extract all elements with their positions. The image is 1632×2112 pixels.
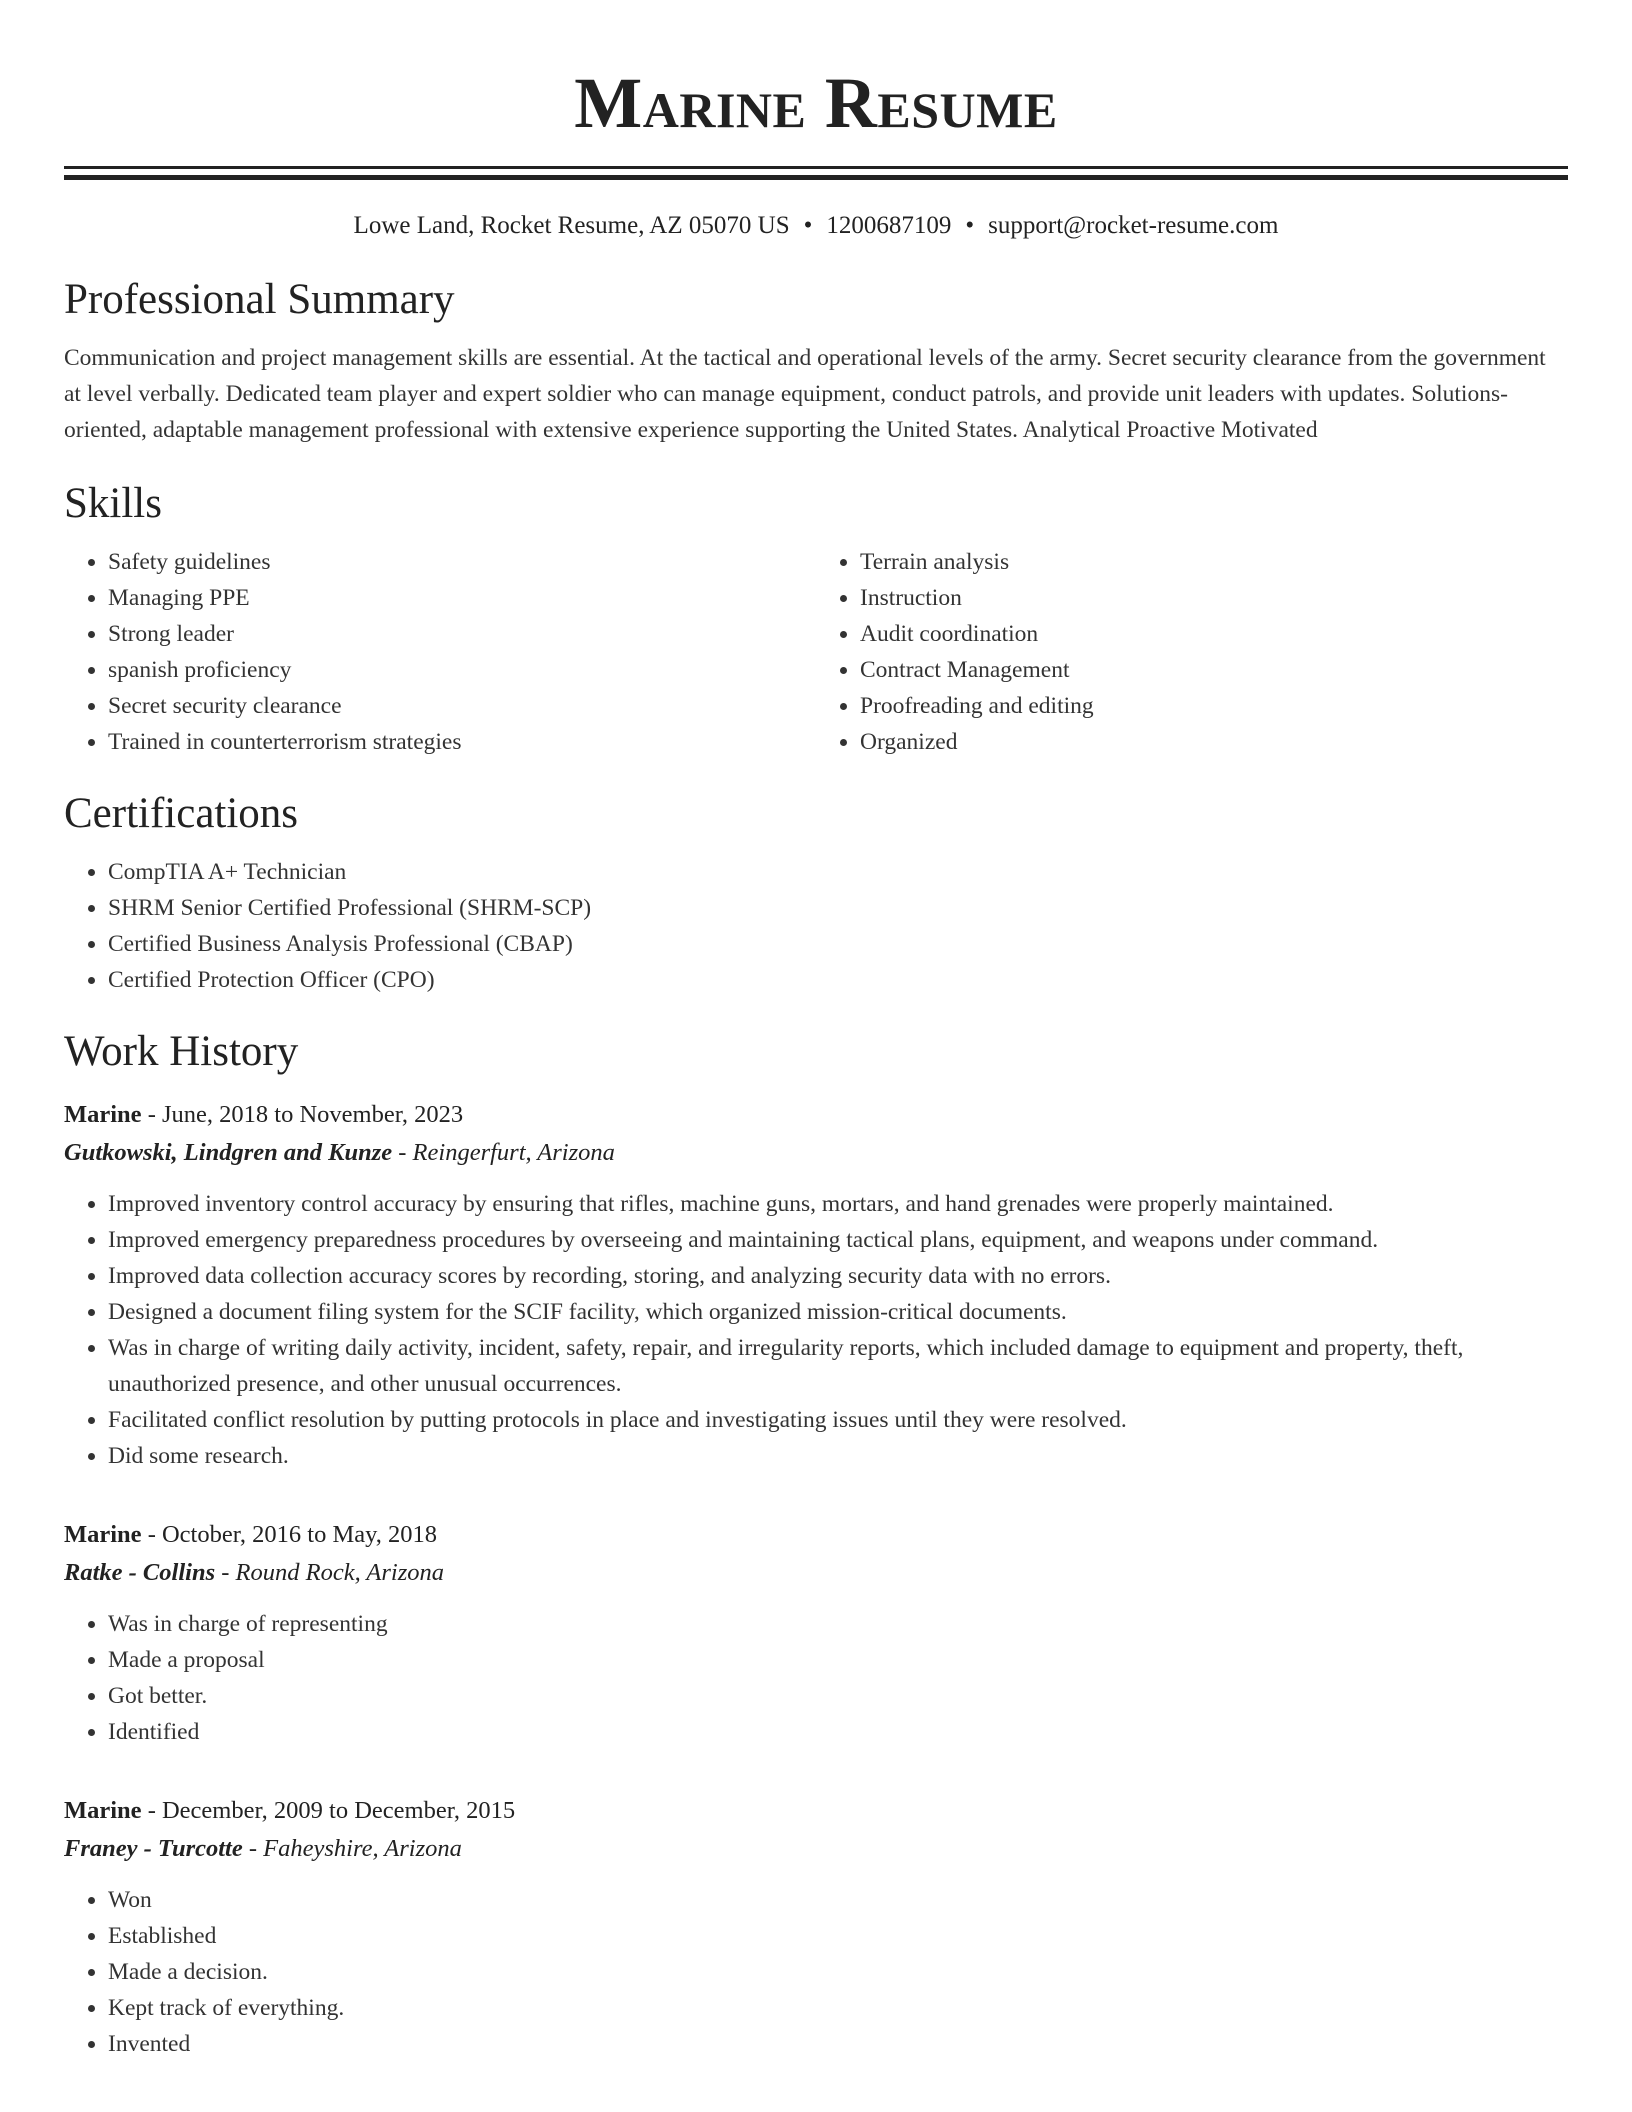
job-bullet: • Established [108, 1918, 1568, 1954]
job-bullet: • Made a proposal [108, 1642, 1568, 1678]
job-dash: - [248, 1835, 258, 1862]
job-bullet: • Designed a document filing system for the SCIF facility, which organized mission-critical documents. [108, 1294, 1568, 1330]
job-dash: - [147, 1521, 156, 1548]
summary-heading: Professional Summary [64, 276, 455, 323]
skill-item: • Trained in counterterrorism strategies [108, 724, 816, 760]
job-bullets [64, 1186, 1568, 1474]
job-title-line [64, 1096, 1568, 1134]
job-company-line [64, 1830, 1568, 1868]
skill-item: • Secret security clearance [108, 688, 816, 724]
title-divider-top [64, 166, 1568, 169]
skills-columns [64, 544, 1568, 760]
job-bullet: • Improved data collection accuracy scores by recording, storing, and analyzing security data with no errors. [108, 1258, 1568, 1294]
job-bullet: • Facilitated conflict resolution by putting protocols in place and investigating issues until they were resolved. [108, 1402, 1568, 1438]
job-location: Faheyshire, Arizona [263, 1835, 462, 1862]
skills-list-right [816, 544, 1568, 760]
job-location: Round Rock, Arizona [235, 1559, 444, 1586]
job-title: Marine [64, 1797, 142, 1824]
skill-item: • Audit coordination [860, 616, 1568, 652]
job-bullet: • Improved emergency preparedness procedures by overseeing and maintaining tactical plans, equipment, and weapons under command. [108, 1222, 1568, 1258]
skill-item: • Safety guidelines [108, 544, 816, 580]
skill-item: • Organized [860, 724, 1568, 760]
job-bullet: • Improved inventory control accuracy by ensuring that rifles, machine guns, mortars, and hand grenades were properly maintained. [108, 1186, 1568, 1222]
contact-phone: 1200687109 [826, 212, 952, 239]
work-history-heading: Work History [64, 1028, 299, 1075]
job-bullet: • Was in charge of representing [108, 1606, 1568, 1642]
job-entry [64, 1096, 1568, 1474]
skills-heading: Skills [64, 480, 162, 527]
job-location: Reingerfurt, Arizona [412, 1139, 615, 1166]
job-bullet: • Was in charge of writing daily activity, incident, safety, repair, and irregularity reports, which included damage to equipment and property, theft, unauthorized presence, and other unusual occurrences. [108, 1330, 1568, 1402]
job-company: Ratke - Collins [64, 1559, 216, 1586]
certifications-list [64, 854, 1568, 998]
job-dash: - [147, 1101, 156, 1128]
certification-item: • Certified Business Analysis Professional (CBAP) [108, 926, 1568, 962]
job-bullets [64, 1606, 1568, 1750]
job-dates: June, 2018 to November, 2023 [161, 1101, 464, 1128]
job-bullet: • Identified [108, 1714, 1568, 1750]
job-bullet: • Kept track of everything. [108, 1990, 1568, 2026]
certifications-heading: Certifications [64, 790, 299, 837]
certification-item: • CompTIA A+ Technician [108, 854, 1568, 890]
job-dash: - [147, 1797, 156, 1824]
contact-line [64, 208, 1568, 244]
job-title: Marine [64, 1521, 142, 1548]
job-dates: October, 2016 to May, 2018 [161, 1521, 438, 1548]
contact-separator: • [965, 212, 975, 239]
title-divider-bottom [64, 175, 1568, 180]
job-bullet: • Invented [108, 2026, 1568, 2062]
job-title: Marine [64, 1101, 142, 1128]
job-entry [64, 1792, 1568, 2062]
skill-item: • Proofreading and editing [860, 688, 1568, 724]
skills-list-left [64, 544, 816, 760]
job-company: Franey - Turcotte [64, 1835, 243, 1862]
job-company-line [64, 1554, 1568, 1592]
job-company: Gutkowski, Lindgren and Kunze [64, 1139, 393, 1166]
job-bullet: • Won [108, 1882, 1568, 1918]
job-bullet: • Got better. [108, 1678, 1568, 1714]
contact-separator: • [803, 212, 813, 239]
job-entry [64, 1516, 1568, 1750]
skill-item: • Contract Management [860, 652, 1568, 688]
certification-item: • Certified Protection Officer (CPO) [108, 962, 1568, 998]
resume-title: Marine Resume [574, 63, 1058, 143]
job-dash: - [221, 1559, 230, 1586]
skill-item: • Managing PPE [108, 580, 816, 616]
job-title-line [64, 1516, 1568, 1554]
job-title-line [64, 1792, 1568, 1830]
job-bullet: • Did some research. [108, 1438, 1568, 1474]
skill-item: • Instruction [860, 580, 1568, 616]
job-company-line [64, 1134, 1568, 1172]
skill-item: • Terrain analysis [860, 544, 1568, 580]
job-bullets [64, 1882, 1568, 2062]
skill-item: • spanish proficiency [108, 652, 816, 688]
certification-item: • SHRM Senior Certified Professional (SHRM-SCP) [108, 890, 1568, 926]
contact-address: Lowe Land, Rocket Resume, AZ 05070 US [353, 212, 790, 239]
contact-email: support@rocket-resume.com [988, 212, 1279, 239]
summary-text: Communication and project management skills are essential. At the tactical and operational levels of the army. Secret security clearance from the government at level verbally. Dedicated team player and expert soldier who can manage equipment, conduct patrols, and provide unit leaders with updates. Solutions-oriented, adaptable management professional with extensive experience supporting the United States. Analytical Proactive Motivated [64, 345, 1546, 443]
skill-item: • Strong leader [108, 616, 816, 652]
job-bullet: • Made a decision. [108, 1954, 1568, 1990]
job-dates: December, 2009 to December, 2015 [161, 1797, 516, 1824]
job-dash: - [398, 1139, 407, 1166]
